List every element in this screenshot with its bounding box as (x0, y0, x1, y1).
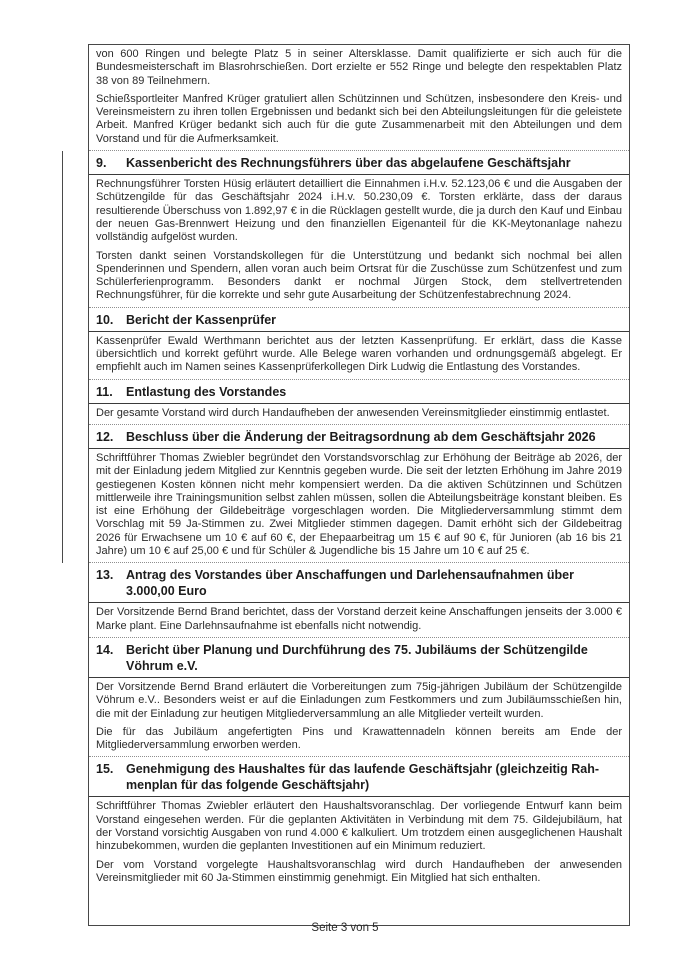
section-title-line: Vöhrum e.V. (126, 658, 198, 673)
section-title (126, 312, 622, 328)
section-title-line: menplan für das folgende Geschäftsjahr) (126, 778, 370, 793)
section-title (126, 567, 622, 599)
section-heading-12 (89, 425, 629, 449)
section-heading-9 (89, 151, 629, 175)
page-footer: Seite 3 von 5 (311, 922, 379, 934)
section-title (126, 642, 622, 674)
section-title (126, 761, 622, 793)
body-paragraph: Der Vorsitzende Bernd Brand berichtet, dass der Vorstand derzeit keine Anschaffungen jenseits der 3.000 € Marke plant. Eine Darlehnsaufnahme ist ebenfalls nicht notwendig. (96, 606, 622, 632)
section-body-14 (89, 678, 629, 757)
section-title-line: Entlastung des Vorstandes (126, 384, 287, 399)
section-title-line: Beschluss über die Änderung der Beitragsordnung ab dem Geschäftsjahr 2026 (126, 429, 596, 444)
body-paragraph: Der Vorsitzende Bernd Brand erläutert die Vorbereitungen zum 75ig-jährigen Jubiläum der Schützengilde Vöhrum e.V.. Besonders weist er auf die Einladungen zum Festkommers und zum Jubiläumsschießen hin, die mit der Einladung zur heutigen Mitgliederversammlung an alle Mitglieder verteilt wurden. (96, 680, 622, 720)
intro-cell (89, 45, 629, 151)
section-heading-14 (89, 638, 629, 678)
section-number: 15. (96, 762, 114, 777)
section-body-10 (89, 332, 629, 380)
section-number: 9. (96, 156, 107, 171)
body-paragraph: Rechnungsführer Torsten Hüsig erläutert detailliert die Einnahmen i.H.v. 52.123,06 € und die Ausgaben der Schützengilde für das Geschäftsjahr 2024 i.H.v. 50.230,09 €. Torsten erklärte, dass der daraus resultierende Überschuss von 1.892,97 € in die Rücklagen gestellt wurde, die ja durch den Kauf und Einbau der neuen Gas-Brennwert Heizung und den finanziellen Eigenanteil für die KK-Meytonanlage nahezu vollständig aufgelöst wurden. (96, 178, 622, 244)
section-body-9 (89, 175, 629, 308)
section-title (126, 429, 622, 445)
section-heading-10 (89, 308, 629, 332)
revision-change-bar (62, 151, 63, 563)
body-paragraph: von 600 Ringen und belegte Platz 5 in seiner Altersklasse. Damit qualifizierte er sich auch für die Bundesmeisterschaft im Blasrohrschießen. Dort erzielte er 552 Ringe und belegte den respektablen Platz 38 von 89 Teilnehmern. (96, 48, 622, 87)
section-body-11 (89, 404, 629, 425)
section-number: 13. (96, 568, 114, 583)
section-title-line: Genehmigung des Haushaltes für das laufende Geschäftsjahr (gleichzeitig Rah- (126, 762, 600, 777)
section-title-line: Kassenbericht des Rechnungsführers über das abgelaufene Geschäftsjahr (126, 156, 571, 171)
section-number: 14. (96, 642, 114, 657)
section-title-line: Antrag des Vorstandes über Anschaffungen und Darlehensaufnahmen über (126, 568, 574, 583)
section-title-line: Bericht über Planung und Durchführung des 75. Jubiläums der Schützengilde (126, 642, 588, 657)
section-number: 12. (96, 429, 114, 444)
section-title (126, 155, 622, 171)
section-heading-11 (89, 380, 629, 404)
body-paragraph: Schriftführer Thomas Zwiebler erläutert den Haushaltsvoranschlag. Der vorliegende Entwurf kann beim Vorstand eingesehen werden. Für die geplanten Aktivitäten in Verbindung mit dem 75. Gildejubiläum, hat der Vorstand vorsichtig Ausgaben von rund 4.000 € kalkuliert. Um trotzdem einen ausgeglichenen Haushalt hinzubekommen, wurden die geplanten Investitionen auf ein Minimum reduziert. (96, 800, 622, 853)
section-number: 10. (96, 312, 114, 327)
section-number: 11. (96, 384, 113, 399)
section-body-13 (89, 603, 629, 638)
minutes-table (88, 44, 630, 926)
body-paragraph: Schießsportleiter Manfred Krüger gratuliert allen Schützinnen und Schützen, insbesondere den Kreis- und Vereinsmeistern zu ihren tollen Ergebnissen und bedankt sich bei den Abteilungsleitungen für die geleistete Arbeit. Manfred Krüger bedankt sich auch für die gute Zusammenarbeit mit den Abteilungen und dem Vorstand und für die Aufmerksamkeit. (96, 92, 622, 145)
body-paragraph: Schriftführer Thomas Zwiebler begründet den Vorstandsvorschlag zur Erhöhung der Beiträge ab 2026, der mit der Einladung jedem Mitglied zur Kenntnis gegeben wurde. Die seit der letzten Erhöhung im Jahre 2019 gestiegenen Kosten können nicht mehr kompensiert werden. Da die aktiven Schützinnen und Schützen mittlerweile ihre Trainingsmunition selbst zahlen müssen, sollen die Abteilungsbeiträge konstant bleiben. Es ist eine Erhöhung der Gildebeiträge vorgeschlagen worden. Die Mitgliederversammlung stimmt dem Vorschlag mit 59 Ja-Stimmen zu. Zwei Mitglieder stimmen dagegen. Damit erhöht sich der Gildebeitrag 2026 für Erwachsene um 10 € auf 60 €, der Ehepaarbeitrag um 15 € auf 90 €, für Junioren (ab 16 bis 21 Jahre) um 10 € auf 25,00 € und für Schüler & Jugendliche bis 15 Jahre um 10 € auf 25 €. (96, 451, 622, 558)
section-title-line: 3.000,00 Euro (126, 584, 207, 599)
body-paragraph: Torsten dankt seinen Vorstandskollegen für die Unterstützung und bedankt sich nochmal bei allen Spenderinnen und Spendern, allen voran auch beim Ortsrat für die Zuschüsse zum Schützenfest und zum Schülerferienprogramm. Besonders dankt er nochmal Jürgen Stock, dem stellvertretenden Rechnungsführer, für die korrekte und sehr gute Ausarbeitung der Schützenfestabrechnung 2024. (96, 249, 622, 302)
section-heading-15 (89, 757, 629, 797)
body-paragraph: Der vom Vorstand vorgelegte Haushaltsvoranschlag wird durch Handaufheben der anwesenden Vereinsmitglieder mit 60 Ja-Stimmen einstimmig genehmigt. Ein Mitglied hat sich enthalten. (96, 858, 622, 884)
body-paragraph: Kassenprüfer Ewald Werthmann berichtet aus der letzten Kassenprüfung. Er erklärt, dass die Kasse übersichtlich und korrekt geführt wurde. Alle Belege waren vorhanden und ordnungsgemäß abgelegt. Er empfiehlt auch im Namen seines Kassenprüferkollegen Dirk Ludwig die Entlastung des Vorstandes. (96, 334, 622, 374)
section-title (126, 384, 622, 400)
section-heading-13 (89, 563, 629, 603)
section-body-15 (89, 797, 629, 925)
body-paragraph: Der gesamte Vorstand wird durch Handaufheben der anwesenden Vereinsmitglieder einstimmig entlastet. (96, 406, 610, 419)
section-title-line: Bericht der Kassenprüfer (126, 312, 277, 327)
body-paragraph: Die für das Jubiläum angefertigten Pins und Krawattennadeln können bereits am Ende der Mitgliederversammlung erworben werden. (96, 725, 622, 752)
section-body-12 (89, 449, 629, 563)
